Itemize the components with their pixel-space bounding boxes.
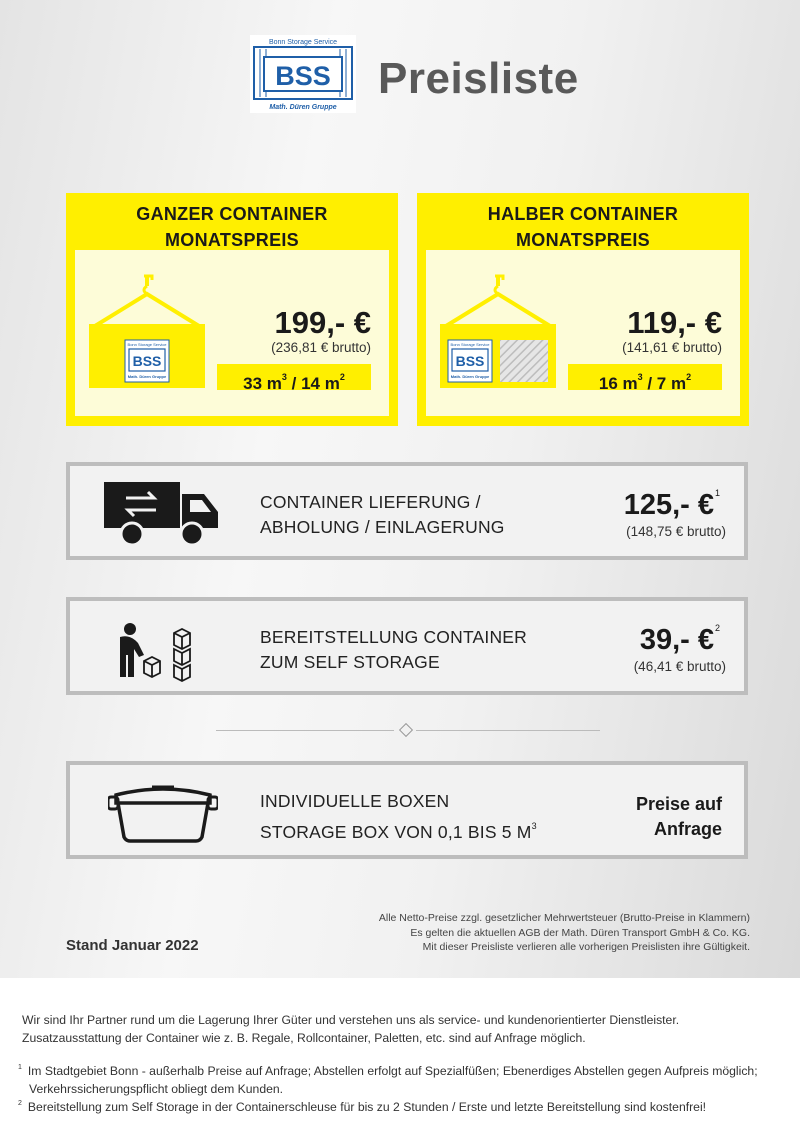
logo-main-text: BSS (275, 61, 331, 91)
footnote-1 (18, 1059, 758, 1098)
legal-line: Es gelten die aktuellen AGB der Math. Düren Transport GmbH & Co. KG. (410, 926, 750, 939)
service-label-line1: CONTAINER LIEFERUNG / (260, 492, 481, 512)
full-container-icon (87, 274, 207, 392)
card-title-line1: GANZER CONTAINER (136, 204, 328, 224)
footnote-mark: 1 (714, 488, 720, 498)
price-half-container: 119,- € (627, 305, 722, 340)
page-title: Preisliste (378, 54, 579, 103)
divider-right (416, 730, 600, 731)
service-label-line2: ABHOLUNG / EINLAGERUNG (260, 517, 505, 537)
footnote-text: Im Stadtgebiet Bonn - außerhalb Preise auf Anfrage; Abstellen erfolgt auf Spezialfüßen; Ebenerdiges Abstellen gegen Aufpreis möglich; (27, 1064, 758, 1078)
half-container-icon (438, 274, 558, 392)
service-label-line1: INDIVIDUELLE BOXEN (260, 791, 450, 811)
service-label-line1: BEREITSTELLUNG CONTAINER (260, 627, 528, 647)
legal-notes (310, 911, 750, 955)
svg-text:Math. Düren Gruppe: Math. Düren Gruppe (127, 374, 167, 379)
divider-left (216, 730, 394, 731)
brutto-self-storage: (46,41 € brutto) (633, 659, 726, 674)
service-storage-boxes (66, 761, 748, 859)
svg-text:BSS: BSS (132, 353, 162, 369)
price-delivery (624, 488, 720, 522)
svg-text:Bonn Storage Service: Bonn Storage Service (450, 342, 490, 347)
card-title-line2: MONATSPREIS (165, 230, 299, 250)
price-value: 39,- € (639, 624, 714, 656)
footnote-text: Bereitstellung zum Self Storage in der Containerschleuse für bis zu 2 Stunden / Erste und letzte Bereitstellung sind kostenfrei! (27, 1100, 707, 1114)
size-badge: 33 $m^3 / 14$ $m^2$ (217, 364, 371, 390)
logo-bottom-text: Math. Düren Gruppe (269, 104, 337, 111)
price-full-container: 199,- € (274, 305, 371, 340)
footnote-2 (18, 1095, 706, 1116)
service-label: INDIVIDUELLE BOXEN STORAGE BOX VON 0,1 BIS 5 $M^3$ (260, 791, 537, 842)
card-title (417, 201, 749, 253)
size-volume: 16 m (598, 374, 638, 393)
price-value: 125,- € (623, 489, 714, 521)
footnote-mark: 2 (18, 1100, 22, 1107)
intro-line: Wir sind Ihr Partner rund um die Lagerung Ihrer Güter und verstehen uns als service- und kundenorientierter Dienstleister. (22, 1013, 680, 1027)
truck-icon (104, 476, 220, 548)
intro-text (22, 1011, 679, 1047)
brutto-half-container: (141,61 € brutto) (622, 340, 722, 355)
service-delivery (66, 462, 748, 560)
footnote-text: Verkehrssicherungspflicht obliegt dem Kunden. (29, 1082, 284, 1096)
price-on-request-line1: Preise auf (635, 794, 722, 814)
brutto-delivery: (148,75 € brutto) (626, 524, 726, 539)
intro-line: Zusatzausstattung der Container wie z. B. Regale, Rollcontainer, Paletten, etc. sind auf Anfrage möglich. (22, 1031, 586, 1045)
card-inner (426, 250, 740, 416)
stand-date: Stand Januar 2022 (66, 937, 199, 954)
footnote-mark: 2 (714, 623, 720, 633)
footnote-mark: 1 (18, 1064, 22, 1071)
card-title-line2: MONATSPREIS (516, 230, 650, 250)
service-self-storage (66, 597, 748, 695)
size-badge: 16 $m^3 / 7$ $m^2$ (568, 364, 722, 390)
price-on-request-line2: Anfrage (653, 819, 722, 839)
service-label-line2: ZUM SELF STORAGE (260, 652, 440, 672)
card-half-container (417, 193, 749, 426)
brutto-full-container: (236,81 € brutto) (271, 340, 371, 355)
card-full-container (66, 193, 398, 426)
price-self-storage (640, 623, 720, 657)
storage-box-icon (108, 783, 218, 845)
service-label (260, 625, 527, 675)
logo-top-text: Bonn Storage Service (268, 39, 338, 46)
legal-line: Alle Netto-Preise zzgl. gesetzlicher Mehrwertsteuer (Brutto-Preise in Klammern) (378, 912, 750, 924)
card-inner (75, 250, 389, 416)
svg-text:Math. Düren Gruppe: Math. Düren Gruppe (450, 374, 490, 379)
card-title (66, 201, 398, 253)
size-volume: 33 m (243, 374, 282, 393)
legal-line: Mit dieser Preisliste verlieren alle vorherigen Preislisten ihre Gültigkeit. (422, 941, 750, 953)
size-area: / 7 m (647, 374, 687, 393)
person-boxes-icon (110, 623, 210, 685)
card-title-line1: HALBER CONTAINER (487, 204, 679, 224)
svg-text:BSS: BSS (455, 353, 485, 369)
price-on-request (636, 792, 722, 842)
size-area: / 14 m (291, 374, 340, 393)
svg-text:Bonn Storage Service: Bonn Storage Service (127, 342, 167, 347)
service-label-line2: STORAGE BOX VON 0,1 BIS 5 M (260, 822, 532, 842)
bss-logo (250, 35, 356, 113)
service-label (260, 490, 505, 540)
